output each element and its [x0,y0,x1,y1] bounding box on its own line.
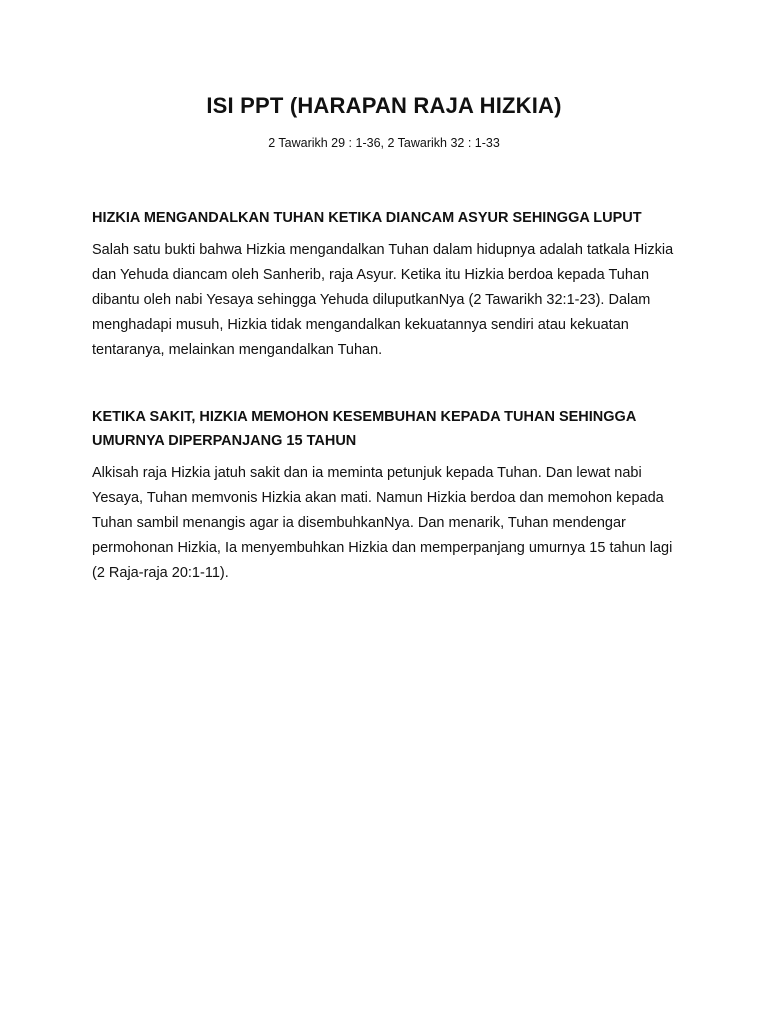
section-2 [92,405,682,586]
section-2-body: Alkisah raja Hizkia jatuh sakit dan ia meminta petunjuk kepada Tuhan. Dan lewat nabi Yesaya, Tuhan memvonis Hizkia akan mati. Namun Hizkia berdoa dan memohon kepada Tuhan sambil menangis agar ia disembuhkanNya. Dan menarik, Tuhan mendengar permohonan Hizkia, Ia menyembuhkan Hizkia dan memperpanjang umurnya 15 tahun lagi (2 Raja-raja 20:1-11). [92,465,673,581]
section-1-body: Salah satu bukti bahwa Hizkia mengandalkan Tuhan dalam hidupnya adalah tatkala Hizkia dan Yehuda diancam oleh Sanherib, raja Asyur. Ketika itu Hizkia berdoa kepada Tuhan dibantu oleh nabi Yesaya sehingga Yehuda diluputkanNya (2 Tawarikh 32:1-23). Dalam menghadapi musuh, Hizkia tidak mengandalkan kekuatannya sendiri atau kekuatan tentaranya, melainkan mengandalkan Tuhan. [92,242,674,358]
page-title: ISI PPT (HARAPAN RAJA HIZKIA) [206,93,562,118]
section-1 [92,206,682,363]
section-1-heading: HIZKIA MENGANDALKAN TUHAN KETIKA DIANCAM ASYUR SEHINGGA LUPUT [92,210,642,226]
page-subtitle: 2 Tawarikh 29 : 1-36, 2 Tawarikh 32 : 1-33 [268,136,500,150]
section-2-heading: KETIKA SAKIT, HIZKIA MEMOHON KESEMBUHAN KEPADA TUHAN SEHINGGA UMURNYA DIPERPANJANG 15 TAHUN [92,409,636,449]
